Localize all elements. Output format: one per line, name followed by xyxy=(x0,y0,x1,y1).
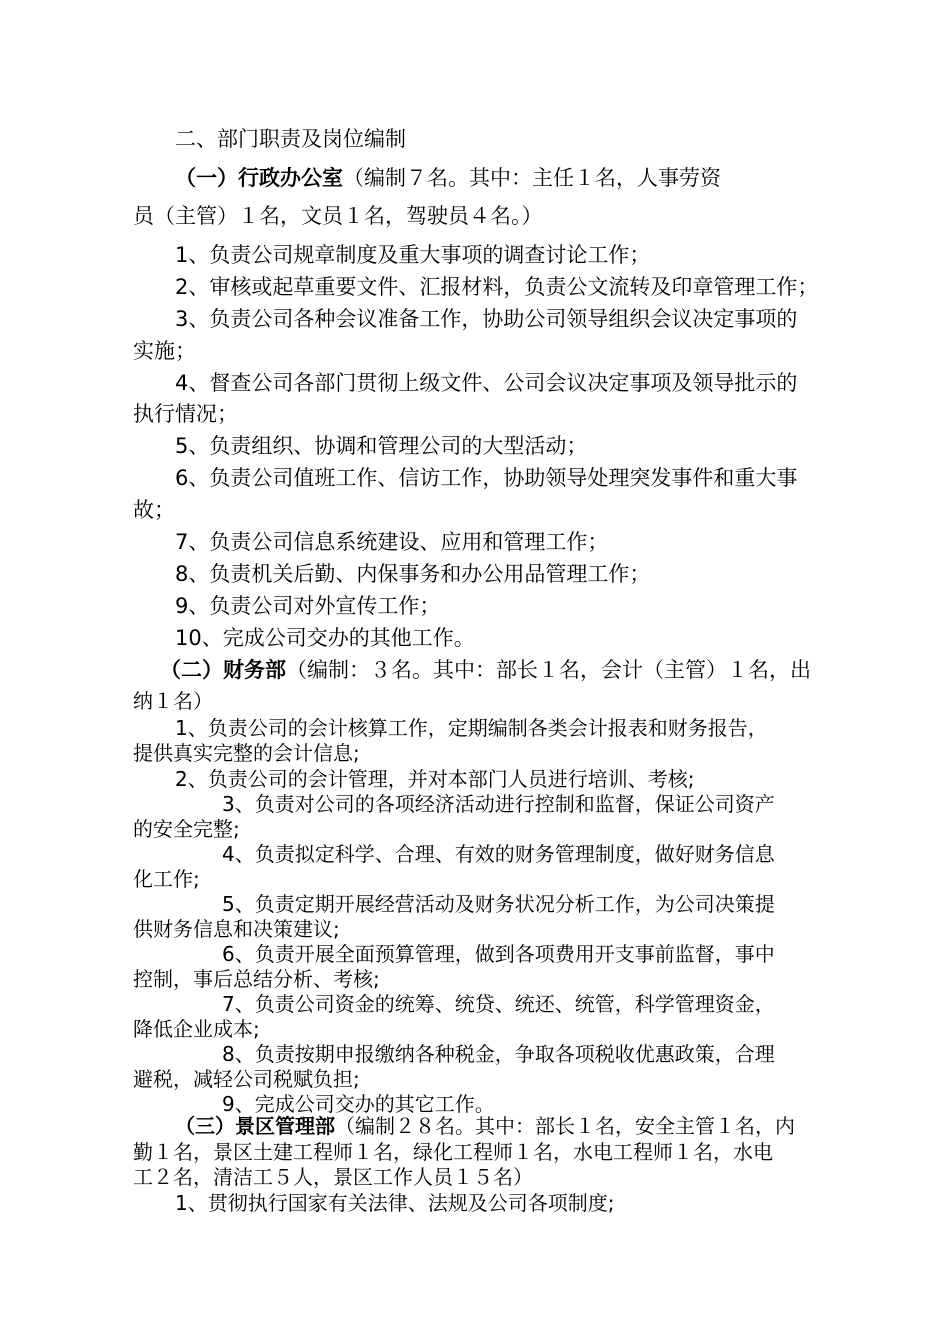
s3-intro-3: 工２名，清洁工５人，景区工作人员１５名） xyxy=(133,1165,533,1189)
s2-item: 8、负责按期申报缴纳各种税金，争取各项税收优惠政策，合理 xyxy=(222,1042,775,1066)
s2-item-cont: 化工作; xyxy=(133,867,200,891)
s2-item: 1、负责公司的会计核算工作，定期编制各类会计报表和财务报告， xyxy=(175,716,768,740)
s2-heading-line xyxy=(160,658,811,682)
s1-item: 4、督查公司各部门贯彻上级文件、公司会议决定事项及领导批示的 xyxy=(175,371,798,395)
s1-heading: （一）行政办公室 xyxy=(175,166,343,190)
s2-item-cont: 避税，减轻公司税赋负担; xyxy=(133,1067,360,1091)
s1-item: 9、负责公司对外宣传工作； xyxy=(175,594,441,618)
s2-heading: （二）财务部 xyxy=(160,658,286,682)
s1-item: 10、完成公司交办的其他工作。 xyxy=(175,626,475,650)
s1-item-cont: 执行情况； xyxy=(133,402,238,426)
s2-intro-2: 纳１名） xyxy=(133,689,213,713)
s2-item-cont: 供财务信息和决策建议; xyxy=(133,917,340,941)
s1-intro-2: 员（主管）１名，文员１名，驾驶员４名。） xyxy=(133,204,543,228)
section-title: 二、部门职责及岗位编制 xyxy=(175,127,406,151)
s1-heading-line xyxy=(175,166,721,190)
s2-item: 6、负责开展全面预算管理，做到各项费用开支事前监督，事中 xyxy=(222,942,775,966)
s1-item: 2、审核或起草重要文件、汇报材料，负责公文流转及印章管理工作； xyxy=(175,275,819,299)
s1-item: 6、负责公司值班工作、信访工作，协助领导处理突发事件和重大事 xyxy=(175,466,798,490)
s2-item: 9、完成公司交办的其它工作。 xyxy=(222,1092,495,1116)
s2-intro-1: （编制：３名。其中：部长１名，会计（主管）１名，出 xyxy=(286,658,811,682)
s2-item: 7、负责公司资金的统筹、统贷、统还、统管，科学管理资金， xyxy=(222,992,775,1016)
s2-item: 3、负责对公司的各项经济活动进行控制和监督，保证公司资产 xyxy=(222,792,775,816)
s3-heading-line xyxy=(175,1114,795,1138)
s2-item-cont: 降低企业成本; xyxy=(133,1017,260,1041)
s3-heading: （三）景区管理部 xyxy=(175,1114,335,1138)
s3-intro-2: 勤１名，景区土建工程师１名，绿化工程师１名，水电工程师１名，水电 xyxy=(133,1140,773,1164)
s1-intro-1: （编制７名。其中：主任１名，人事劳资 xyxy=(343,166,721,190)
s2-item: 4、负责拟定科学、合理、有效的财务管理制度，做好财务信息 xyxy=(222,842,775,866)
s1-item: 8、负责机关后勤、内保事务和办公用品管理工作； xyxy=(175,562,651,586)
s1-item: 1、负责公司规章制度及重大事项的调查讨论工作； xyxy=(175,243,651,267)
s2-item-cont: 的安全完整; xyxy=(133,817,240,841)
s2-item-cont: 提供真实完整的会计信息; xyxy=(133,741,360,765)
s3-item: 1、贯彻执行国家有关法律、法规及公司各项制度; xyxy=(175,1191,615,1215)
s2-item: 5、负责定期开展经营活动及财务状况分析工作，为公司决策提 xyxy=(222,892,775,916)
s1-item-cont: 故； xyxy=(133,498,175,522)
s1-item-cont: 实施； xyxy=(133,339,196,363)
s1-item: 7、负责公司信息系统建设、应用和管理工作； xyxy=(175,530,609,554)
s1-item: 5、负责组织、协调和管理公司的大型活动； xyxy=(175,434,588,458)
s2-item-cont: 控制，事后总结分析、考核; xyxy=(133,967,380,991)
s3-intro-1: （编制２８名。其中：部长１名，安全主管１名，内 xyxy=(335,1114,795,1138)
s1-item: 3、负责公司各种会议准备工作，协助公司领导组织会议决定事项的 xyxy=(175,307,798,331)
s2-item: 2、负责公司的会计管理，并对本部门人员进行培训、考核; xyxy=(175,767,695,791)
